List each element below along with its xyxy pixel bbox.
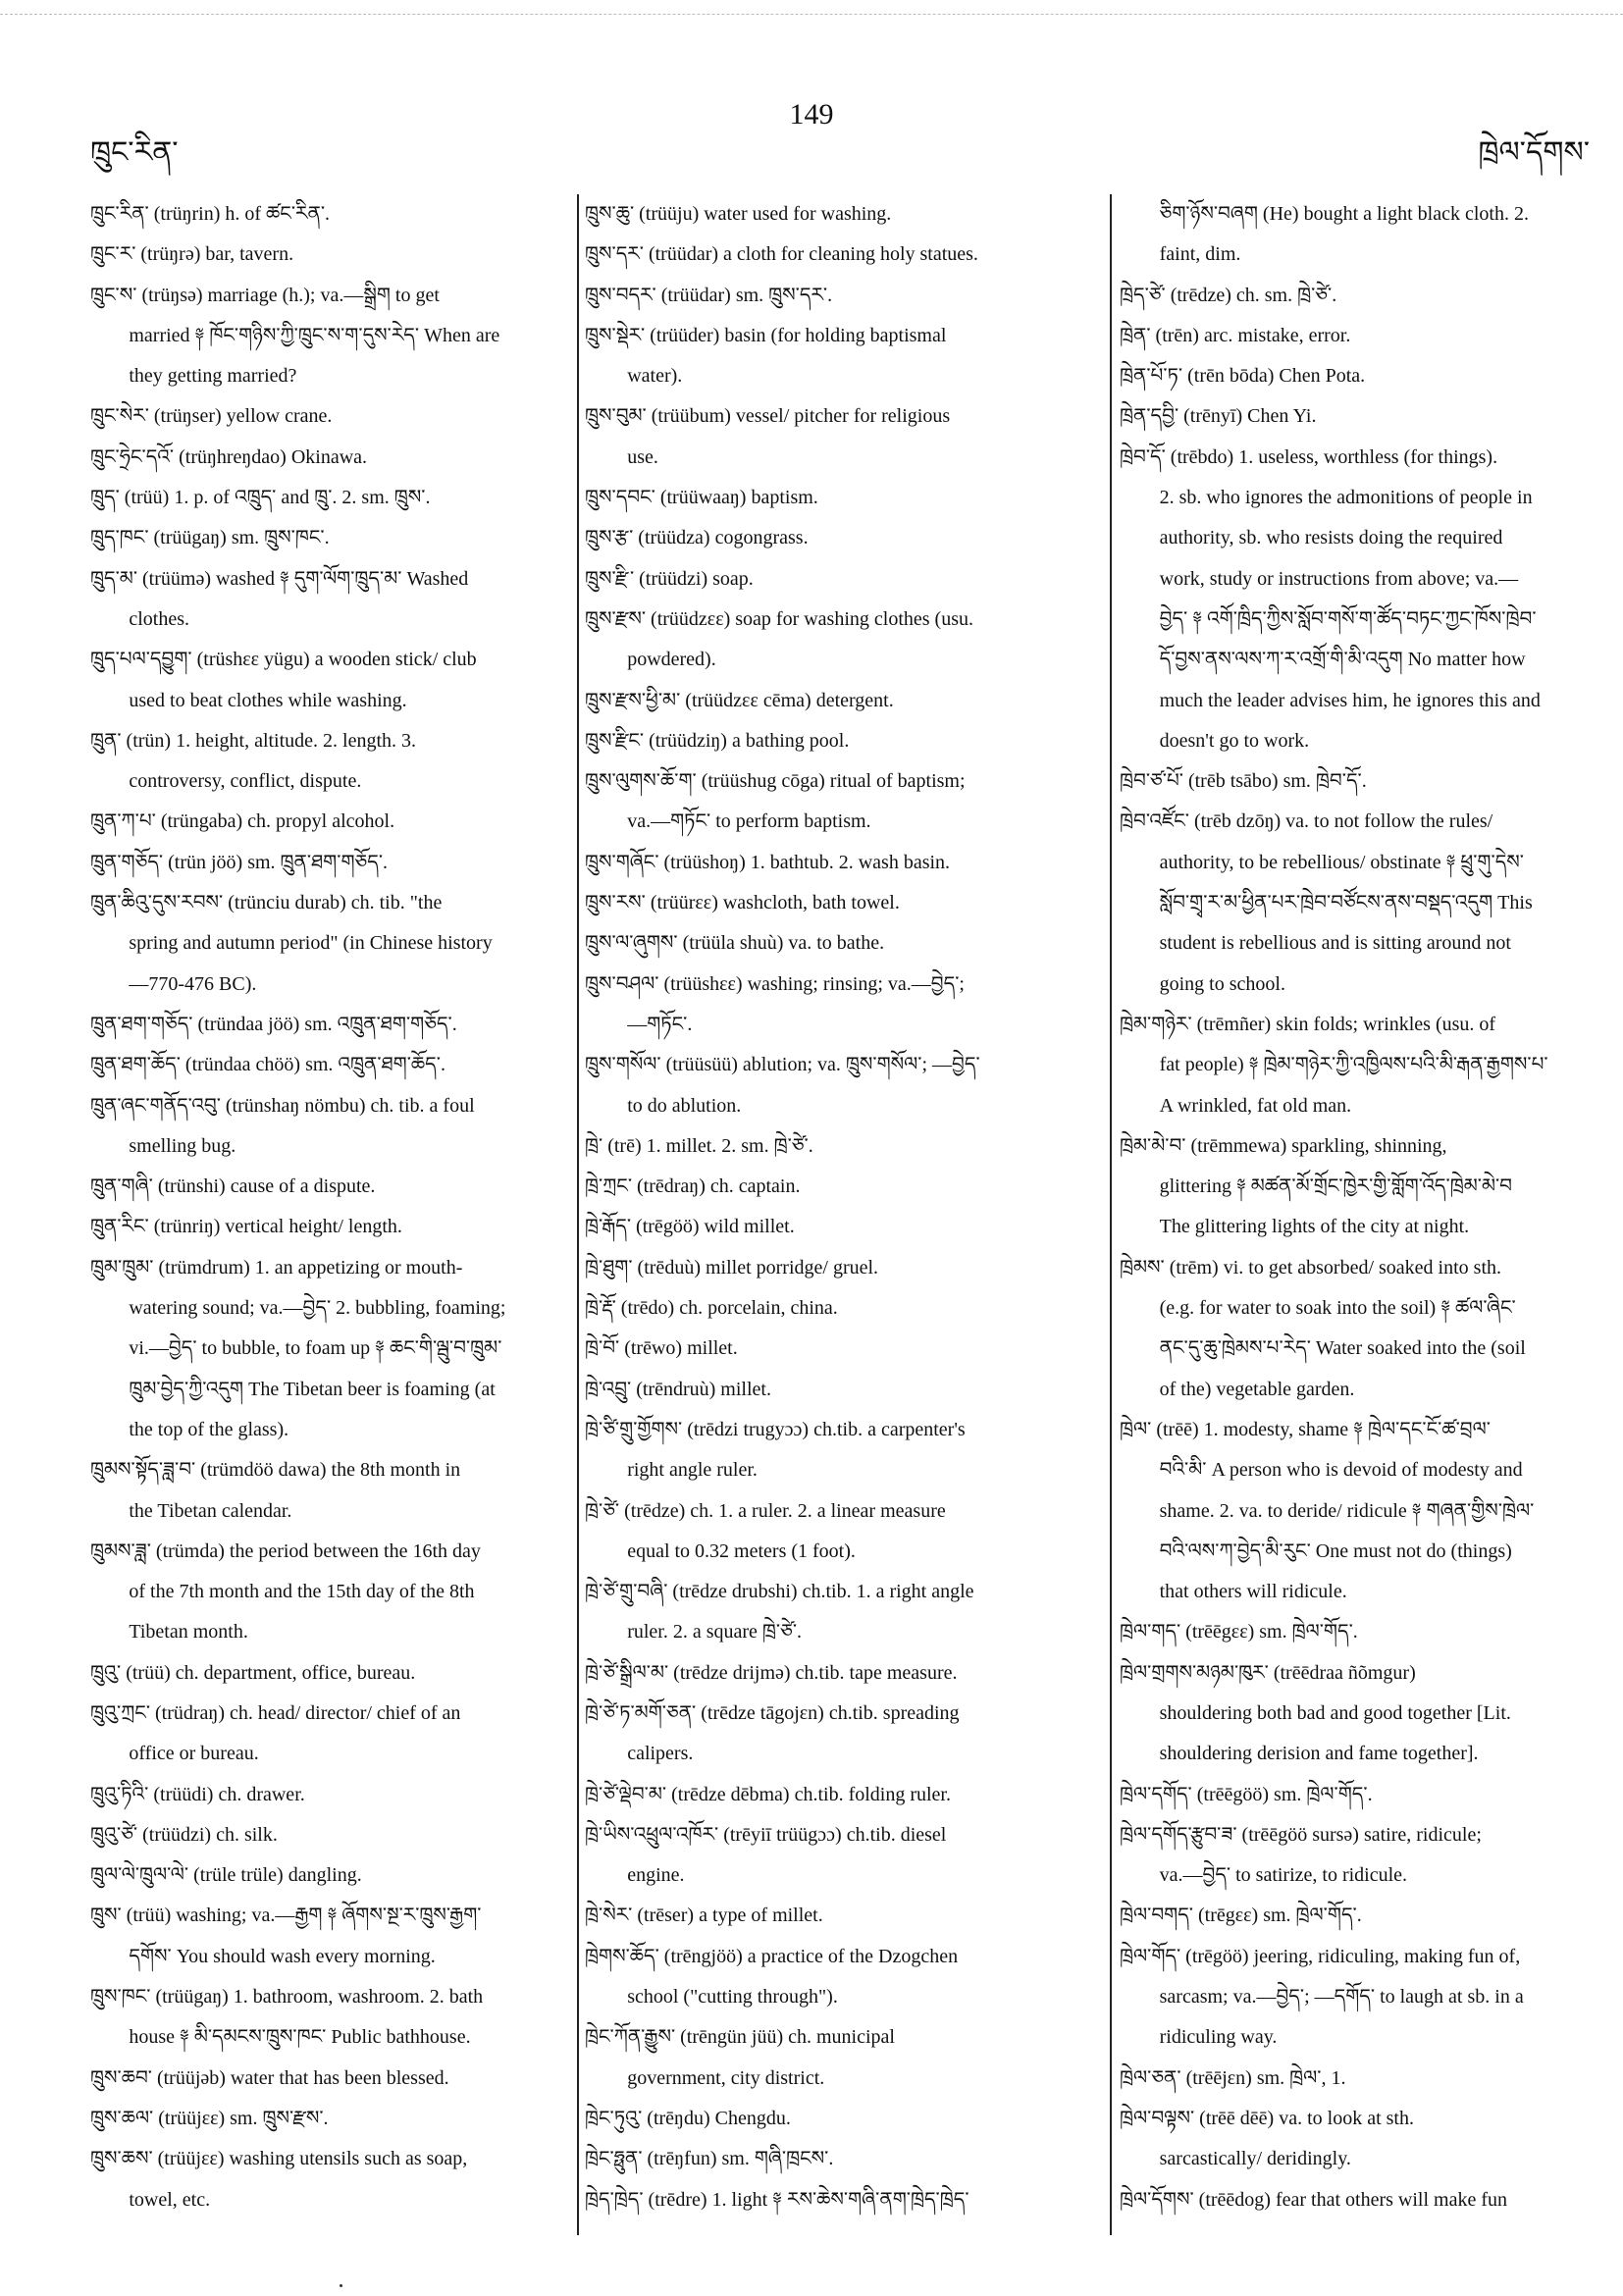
entry-line: ཁྲེགས་ཆོད་ (trēngjöö) a practice of the Dzogchen	[585, 1945, 959, 1967]
entry-line: ཁྲུས་ལུགས་ཆོ་ག་ (trüüshug cōga) ritual of baptism;	[585, 770, 966, 793]
column-2	[577, 194, 1115, 2235]
entry-continuation-line: that others will ridicule.	[1159, 1581, 1347, 1603]
column-3	[1110, 194, 1618, 2235]
entry-continuation-line: right angle ruler.	[627, 1459, 758, 1482]
entry-continuation-line: ཁྲུམ་བྱེད་ཀྱི་འདུག The Tibetan beer is foaming (at	[129, 1378, 496, 1400]
entry-continuation-line: doesn't go to work.	[1159, 729, 1310, 752]
entry-continuation-line: ruler. 2. a square ཁྲེ་ཙེ་.	[627, 1621, 803, 1644]
entry-continuation-line: དགོས་ You should wash every morning.	[129, 1945, 436, 1967]
entry-line: ཁྲེ་ཡིས་འཕྲུལ་འཁོར་ (trēyiī trüügɔɔ) ch.tib. diesel	[585, 1823, 947, 1846]
entry-continuation-line: va.—གཏོང་ to perform baptism.	[627, 810, 871, 833]
entry-continuation-line: powdered).	[627, 649, 716, 671]
entry-line: ཁྲེ་ཙེ་གྲུ་བཞི་ (trēdze drubshi) ch.tib. 1. a right angle	[585, 1581, 974, 1603]
entry-line: ཁྲེལ་དགོད་ (trēēgöö) sm. ཁྲེལ་གོད་.	[1120, 1783, 1373, 1805]
entry-continuation-line: married ༈ ཁོང་གཉིས་ཀྱི་ཁྲུང་ས་ག་དུས་རེད་ When are	[129, 324, 500, 346]
entry-line: ཁྲུམས་ཟླ་ (trümda) the period between the 16th day	[90, 1539, 481, 1562]
entry-line: ཁྲུས་ཆས་ (trüüjɛɛ) washing utensils such as soap,	[90, 2148, 468, 2170]
entry-line: ཁྲུན་གཞི་ (trünshi) cause of a dispute.	[90, 1175, 376, 1198]
entry-line: ཁྲེལ་བགད་ (trēgɛɛ) sm. ཁྲེལ་གོད་.	[1120, 1905, 1362, 1927]
entry-continuation-line: authority, sb. who resists doing the required	[1159, 527, 1503, 549]
entry-line: ཁྲེབ་འཛོང་ (trēb dzōŋ) va. to not follow the rules/	[1120, 810, 1493, 833]
entry-line: ཁྲེལ་དགོད་རྩུབ་ཟ་ (trēēgöö sursə) satire, ridicule;	[1120, 1823, 1482, 1846]
entry-line: ཁྲུང་ར་ (trüŋrə) bar, tavern.	[90, 243, 294, 266]
entry-continuation-line: work, study or instructions from above; va.—	[1159, 567, 1519, 590]
entry-continuation-line: shame. 2. va. to deride/ ridicule ༈ གཞན་གྱིས་ཁྲེལ་	[1159, 1499, 1535, 1522]
entry-line: ཁྲེལ་གད་ (trēēgɛɛ) sm. ཁྲེལ་གོད་.	[1120, 1621, 1358, 1644]
entry-line: ཁྲུས་གསོལ་ (trüüsüü) ablution; va. ཁྲུས་གསོལ་; —བྱེད་	[585, 1054, 980, 1076]
entry-line: ཁྲེན་པོ་ཏ་ (trēn bōda) Chen Pota.	[1120, 365, 1366, 388]
entry-line: ཁྲུས་ལ་ཞུགས་ (trüüla shuù) va. to bathe.	[585, 932, 885, 955]
entry-line: ཁྲུས་རྫིང་ (trüüdziŋ) a bathing pool.	[585, 729, 850, 752]
entry-line: ཁྲེམ་གཉེར་ (trēmñer) skin folds; wrinkles (usu. of	[1120, 1013, 1496, 1035]
entry-line: ཁྲུང་ས་ (trüŋsə) marriage (h.); va.—སྒྲིག to get	[90, 284, 440, 306]
entry-continuation-line: vi.—བྱེད་ to bubble, to foam up ༈ ཆང་གི་ལྦུ་བ་ཁྲུམ་	[129, 1337, 502, 1360]
entry-line: ཁྲེམས་ (trēm) vi. to get absorbed/ soaked into sth.	[1120, 1256, 1502, 1278]
entry-line: ཁྲེད་ཙེ་ (trēdze) ch. sm. ཁྲེ་ཙེ་.	[1120, 284, 1337, 306]
entry-line: ཁྲེ་ཐུག་ (trēduù) millet porridge/ gruel.	[585, 1256, 879, 1278]
entry-line: ཁྲུང་རིན་ (trüŋrin) h. of ཚང་རིན་.	[90, 203, 331, 225]
entry-line: ཁྲུས་རྫས་ (trüüdzɛɛ) soap for washing clothes (usu.	[585, 607, 973, 630]
entry-continuation-line: བྱེད་ ༈ འགོ་ཁྲིད་ཀྱིས་སློབ་གསོ་ག་ཚོད་བཏང་ཀྱང་ཁོས་ཁྲེབ་	[1159, 607, 1537, 630]
entry-line: ཁྲེ་ (trē) 1. millet. 2. sm. ཁྲེ་ཙེ་.	[585, 1134, 813, 1157]
entry-line: ཁྲུང་སེར་ (trüŋser) yellow crane.	[90, 405, 333, 428]
entry-continuation-line: calipers.	[627, 1743, 694, 1765]
entry-continuation-line: equal to 0.32 meters (1 foot).	[627, 1539, 856, 1562]
header-guide-word-right: ཁྲེལ་དོགས་	[1478, 136, 1590, 169]
entry-line: ཁྲུས་སྡེར་ (trüüder) basin (for holding baptismal	[585, 324, 947, 346]
entry-continuation-line: སློབ་གྲྭ་ར་མ་ཕྱིན་པར་ཁྲེབ་བཙོངས་ནས་བསྡད་འདུག This	[1159, 892, 1533, 914]
entry-continuation-line: use.	[627, 445, 658, 468]
entry-continuation-line: ཅིག་ཉོས་བཞག (He) bought a light black cloth. 2.	[1159, 203, 1529, 225]
entry-line: ཁྲུའུ་ཏིའི་ (trüüdi) ch. drawer.	[90, 1783, 305, 1805]
entry-line: ཁྲེ་འབྲུ་ (trēndruù) millet.	[585, 1378, 771, 1400]
entry-line: ཁྲུལ་ལེ་ཁྲུལ་ལེ་ (trüle trüle) dangling.	[90, 1864, 362, 1887]
entry-line: ཁྲེང་ཀོན་རྒྱུས་ (trēngün jüü) ch. municipal	[585, 2026, 895, 2049]
entry-line: ཁྲུས་ཆལ་ (trüüjɛɛ) sm. ཁྲུས་རྫས་.	[90, 2107, 329, 2129]
entry-line: ཁྲུད་ (trüü) 1. p. of འཁྲུད་ and ཁྲུ་. 2. sm. ཁྲུས་.	[90, 487, 431, 509]
entry-continuation-line: བའི་མི་ A person who is devoid of modesty and	[1159, 1459, 1523, 1482]
entry-line: ཁྲུམ་ཁྲུམ་ (trümdrum) 1. an appetizing or mouth-	[90, 1256, 463, 1278]
entry-line: ཁྲུས་དབང་ (trüüwaaŋ) baptism.	[585, 487, 818, 509]
entry-continuation-line: —770-476 BC).	[129, 972, 257, 995]
entry-line: ཁྲེ་ཀྲང་ (trēdraŋ) ch. captain.	[585, 1175, 801, 1198]
entry-continuation-line: Tibetan month.	[129, 1621, 248, 1644]
entry-line: ཁྲེ་ཙེ་ (trēdze) ch. 1. a ruler. 2. a linear measure	[585, 1499, 946, 1522]
entry-continuation-line: government, city district.	[627, 2066, 825, 2089]
entry-line: ཁྲེམ་མེ་བ་ (trēmmewa) sparkling, shinning,	[1120, 1134, 1447, 1157]
entry-line: ཁྲེ་ཙེ་ལྡེབ་མ་ (trēdze dēbma) ch.tib. folding ruler.	[585, 1783, 951, 1805]
entry-line: ཁྲེབ་དོ་ (trēbdo) 1. useless, worthless (for things).	[1120, 445, 1498, 468]
entry-line: ཁྲེན་ (trēn) arc. mistake, error.	[1120, 324, 1351, 346]
entry-line: ཁྲུན་རིང་ (trünriŋ) vertical height/ length.	[90, 1216, 402, 1238]
entry-line: ཁྲུས་ཆུ་ (trüüju) water used for washing.	[585, 203, 892, 225]
entry-continuation-line: the Tibetan calendar.	[129, 1499, 292, 1522]
entry-continuation-line: office or bureau.	[129, 1743, 259, 1765]
header-guide-word-left: ཁྲུང་རིན་	[90, 136, 179, 169]
entry-continuation-line: student is rebellious and is sitting around not	[1159, 932, 1511, 955]
entry-continuation-line: glittering ༈ མཚན་མོ་གྲོང་ཁྱེར་གྱི་གློག་འོད་ཁྲེམ་མེ་བ	[1159, 1175, 1513, 1198]
entry-continuation-line: house ༈ མི་དམངས་ཁྲུས་ཁང་ Public bathhouse.	[129, 2026, 471, 2049]
entry-line: ཁྲུས་རྫས་ཕྱི་མ་ (trüüdzɛɛ cēma) detergent.	[585, 689, 894, 711]
entry-continuation-line: going to school.	[1159, 972, 1285, 995]
entry-continuation-line: used to beat clothes while washing.	[129, 689, 407, 711]
entry-continuation-line: —གཏོང་.	[627, 1013, 693, 1035]
entry-line: ཁྲེལ་གྲགས་མཉམ་ཁུར་ (trēēdraa ñõmgur)	[1120, 1661, 1416, 1684]
entry-continuation-line: དོ་བྱས་ནས་ལས་ཀ་ར་འགྲོ་གི་མི་འདུག No matter how	[1159, 649, 1526, 671]
entry-continuation-line: much the leader advises him, he ignores this and	[1159, 689, 1541, 711]
entry-line: ཁྲུས་བདར་ (trüüdar) sm. ཁྲུས་དར་.	[585, 284, 833, 306]
entry-line: ཁྲེ་རྡོ་ (trēdo) ch. porcelain, china.	[585, 1297, 838, 1320]
entry-line: ཁྲུན་གཅོད་ (trün jöö) sm. ཁྲུན་ཐག་གཅོད་.	[90, 851, 389, 873]
entry-continuation-line: sarcasm; va.—བྱེད་; —དགོད་ to laugh at sb. in a	[1159, 1986, 1524, 2009]
entry-continuation-line: school ("cutting through").	[627, 1986, 838, 2009]
column-1	[90, 194, 573, 2220]
entry-continuation-line: 2. sb. who ignores the admonitions of people in	[1159, 487, 1533, 509]
entry-line: ཁྲུས་རས་ (trüürɛɛ) washcloth, bath towel.	[585, 892, 900, 914]
entry-line: ཁྲུམས་སྟོད་ཟླ་བ་ (trümdöö dawa) the 8th month in	[90, 1459, 461, 1482]
entry-line: ཁྲེལ་དོགས་ (trēēdog) fear that others will make fun	[1120, 2188, 1507, 2211]
entry-line: ཁྲུའུ་ཙེ་ (trüüdzi) ch. silk.	[90, 1823, 278, 1846]
entry-continuation-line: shouldering both bad and good together [Lit.	[1159, 1701, 1511, 1724]
entry-line: ཁྲུན་ (trün) 1. height, altitude. 2. length. 3.	[90, 729, 417, 752]
entry-line: ཁྲུད་པལ་དབྱུག་ (trüshɛɛ yügu) a wooden stick/ club	[90, 649, 477, 671]
entry-continuation-line: va.—བྱེད་ to satirize, to ridicule.	[1159, 1864, 1408, 1887]
entry-line: ཁྲུས་དར་ (trüüdar) a cloth for cleaning holy statues.	[585, 243, 978, 266]
entry-line: ཁྲུན་ཀ་པ་ (trüngaba) ch. propyl alcohol.	[90, 810, 395, 833]
entry-continuation-line: controversy, conflict, dispute.	[129, 770, 362, 793]
entry-line: ཁྲུས་རྫི་ (trüüdzi) soap.	[585, 567, 754, 590]
entry-line: ཁྲེ་རྒོད་ (trēgöö) wild millet.	[585, 1216, 795, 1238]
entry-continuation-line: fat people) ༈ ཁྲེམ་གཉེར་ཀྱི་འཁྱིལས་པའི་མི་རྒན་རྒྱགས་པ་	[1159, 1054, 1548, 1076]
entry-continuation-line: བའི་ལས་ཀ་བྱེད་མི་རུང་ One must not do (things)	[1159, 1539, 1512, 1562]
entry-line: ཁྲུས་བཤལ་ (trüüshɛɛ) washing; rinsing; va.—བྱེད་;	[585, 972, 965, 995]
entry-continuation-line: ནང་དུ་ཆུ་ཁྲེམས་པ་རེད་ Water soaked into the (soil	[1159, 1337, 1526, 1360]
entry-continuation-line: shouldering derision and fame together].	[1159, 1743, 1479, 1765]
entry-continuation-line: towel, etc.	[129, 2188, 211, 2211]
entry-line: ཁྲེལ་བལྟས་ (trēē dēē) va. to look at sth.	[1120, 2107, 1414, 2129]
entry-line: ཁྲེ་བོ་ (trēwo) millet.	[585, 1337, 738, 1360]
entry-line: ཁྲུས་རྩ་ (trüüdza) cogongrass.	[585, 527, 809, 549]
entry-line: ཁྲུང་ཧྲེང་དའོ་ (trüŋhreŋdao) Okinawa.	[90, 445, 368, 468]
page-number: 149	[789, 98, 834, 130]
entry-line: ཁྲུས་བུམ་ (trüübum) vessel/ pitcher for religious	[585, 405, 951, 428]
entry-continuation-line: smelling bug.	[129, 1134, 236, 1157]
entry-line: ཁྲེལ་ (trēē) 1. modesty, shame ༈ ཁྲེལ་དང་ངོ་ཚ་བྲལ་	[1120, 1418, 1491, 1440]
entry-line: ཁྲེང་ཧྥུན་ (trēŋfun) sm. གཞི་ཁྲངས་.	[585, 2148, 834, 2170]
entry-line: ཁྲུས་ (trüü) washing; va.—རྒྱག ༈ ཞོགས་སྔ་ར་ཁྲུས་རྒྱག་	[90, 1905, 482, 1927]
entry-line: ཁྲུའུ་ཀྲང་ (trüdraŋ) ch. head/ director/ chief of an	[90, 1701, 461, 1724]
entry-line: ཁྲེལ་ཅན་ (trēējɛn) sm. ཁྲེལ་, 1.	[1120, 2066, 1346, 2089]
entry-continuation-line: of the) vegetable garden.	[1159, 1378, 1355, 1400]
entry-continuation-line: ridiculing way.	[1159, 2026, 1278, 2049]
entry-line: ཁྲེད་ཁྲེད་ (trēdre) 1. light ༈ རས་ཆེས་གཞི་ནག་ཁྲེད་ཁྲེད་	[585, 2188, 969, 2211]
entry-line: ཁྲེ་ཙེ་སྒྲིལ་མ་ (trēdze drijmə) ch.tib. tape measure.	[585, 1661, 958, 1684]
entry-continuation-line: engine.	[627, 1864, 685, 1887]
entry-line: ཁྲེན་དབྱི་ (trēnyī) Chen Yi.	[1120, 405, 1317, 428]
entry-continuation-line: water).	[627, 365, 683, 388]
entry-line: ཁྲུས་ཆབ་ (trüüjəb) water that has been blessed.	[90, 2066, 449, 2089]
entry-continuation-line: to do ablution.	[627, 1094, 742, 1117]
entry-line: ཁྲུས་ཁང་ (trüügaŋ) 1. bathroom, washroom. 2. bath	[90, 1986, 484, 2009]
entry-line: ཁྲེ་སེར་ (trēser) a type of millet.	[585, 1905, 823, 1927]
entry-continuation-line: of the 7th month and the 15th day of the 8th	[129, 1581, 475, 1603]
entry-line: ཁྲུས་གཞོང་ (trüüshoŋ) 1. bathtub. 2. wash basin.	[585, 851, 951, 873]
entry-continuation-line: A wrinkled, fat old man.	[1159, 1094, 1352, 1117]
entry-line: ཁྲེང་ཏུའུ་ (trēŋdu) Chengdu.	[585, 2107, 791, 2129]
entry-line: ཁྲུན་ཐག་གཅོད་ (tründaa jöö) sm. འཁྲུན་ཐག་གཅོད་.	[90, 1013, 457, 1035]
entry-line: ཁྲུན་ཞང་གནོད་འབུ་ (trünshaŋ nömbu) ch. tib. a foul	[90, 1094, 475, 1117]
entry-continuation-line: authority, to be rebellious/ obstinate ༈ ཕྲུ་གུ་དེས་	[1159, 851, 1524, 873]
entry-continuation-line: watering sound; va.—བྱེད་ 2. bubbling, foaming;	[129, 1297, 506, 1320]
entry-continuation-line: faint, dim.	[1159, 243, 1241, 266]
entry-continuation-line: The glittering lights of the city at night.	[1159, 1216, 1470, 1238]
entry-line: ཁྲུན་ཐག་ཆོད་ (tründaa chöö) sm. འཁྲུན་ཐག་ཆོད་.	[90, 1054, 445, 1076]
entry-continuation-line: they getting married?	[129, 365, 297, 388]
entry-line: ཁྲུའུ་ (trüü) ch. department, office, bureau.	[90, 1661, 416, 1684]
entry-continuation-line: spring and autumn period" (in Chinese history	[129, 932, 493, 955]
entry-continuation-line: (e.g. for water to soak into the soil) ༈ ཚལ་ཞིང་	[1159, 1297, 1516, 1320]
entry-line: ཁྲེ་ཙེ་ཏ་མགོ་ཅན་ (trēdze tāgojɛn) ch.tib. spreading	[585, 1701, 960, 1724]
entry-continuation-line: the top of the glass).	[129, 1418, 289, 1440]
entry-line: ཁྲུད་མ་ (trüümə) washed ༈ དུག་ལོག་ཁྲུད་མ་ Washed	[90, 567, 469, 590]
entry-line: ཁྲེབ་ཙ་པོ་ (trēb tsābo) sm. ཁྲེབ་དོ་.	[1120, 770, 1367, 793]
entry-line: ཁྲེལ་གོད་ (trēgöö) jeering, ridiculing, making fun of,	[1120, 1945, 1521, 1967]
entry-line: ཁྲུན་ཆིའུ་དུས་རབས་ (trünciu durab) ch. tib. "the	[90, 892, 443, 914]
entry-continuation-line: sarcastically/ deridingly.	[1159, 2148, 1351, 2170]
entry-continuation-line: clothes.	[129, 607, 190, 630]
ink-dot	[340, 2284, 342, 2287]
entry-line: ཁྲུད་ཁང་ (trüügaŋ) sm. ཁྲུས་ཁང་.	[90, 527, 330, 549]
top-edge-rule	[0, 14, 1623, 15]
entry-line: ཁྲེ་ཙི་གྲུ་གྱོགས་ (trēdzi trugyɔɔ) ch.tib. a carpenter's	[585, 1418, 966, 1440]
